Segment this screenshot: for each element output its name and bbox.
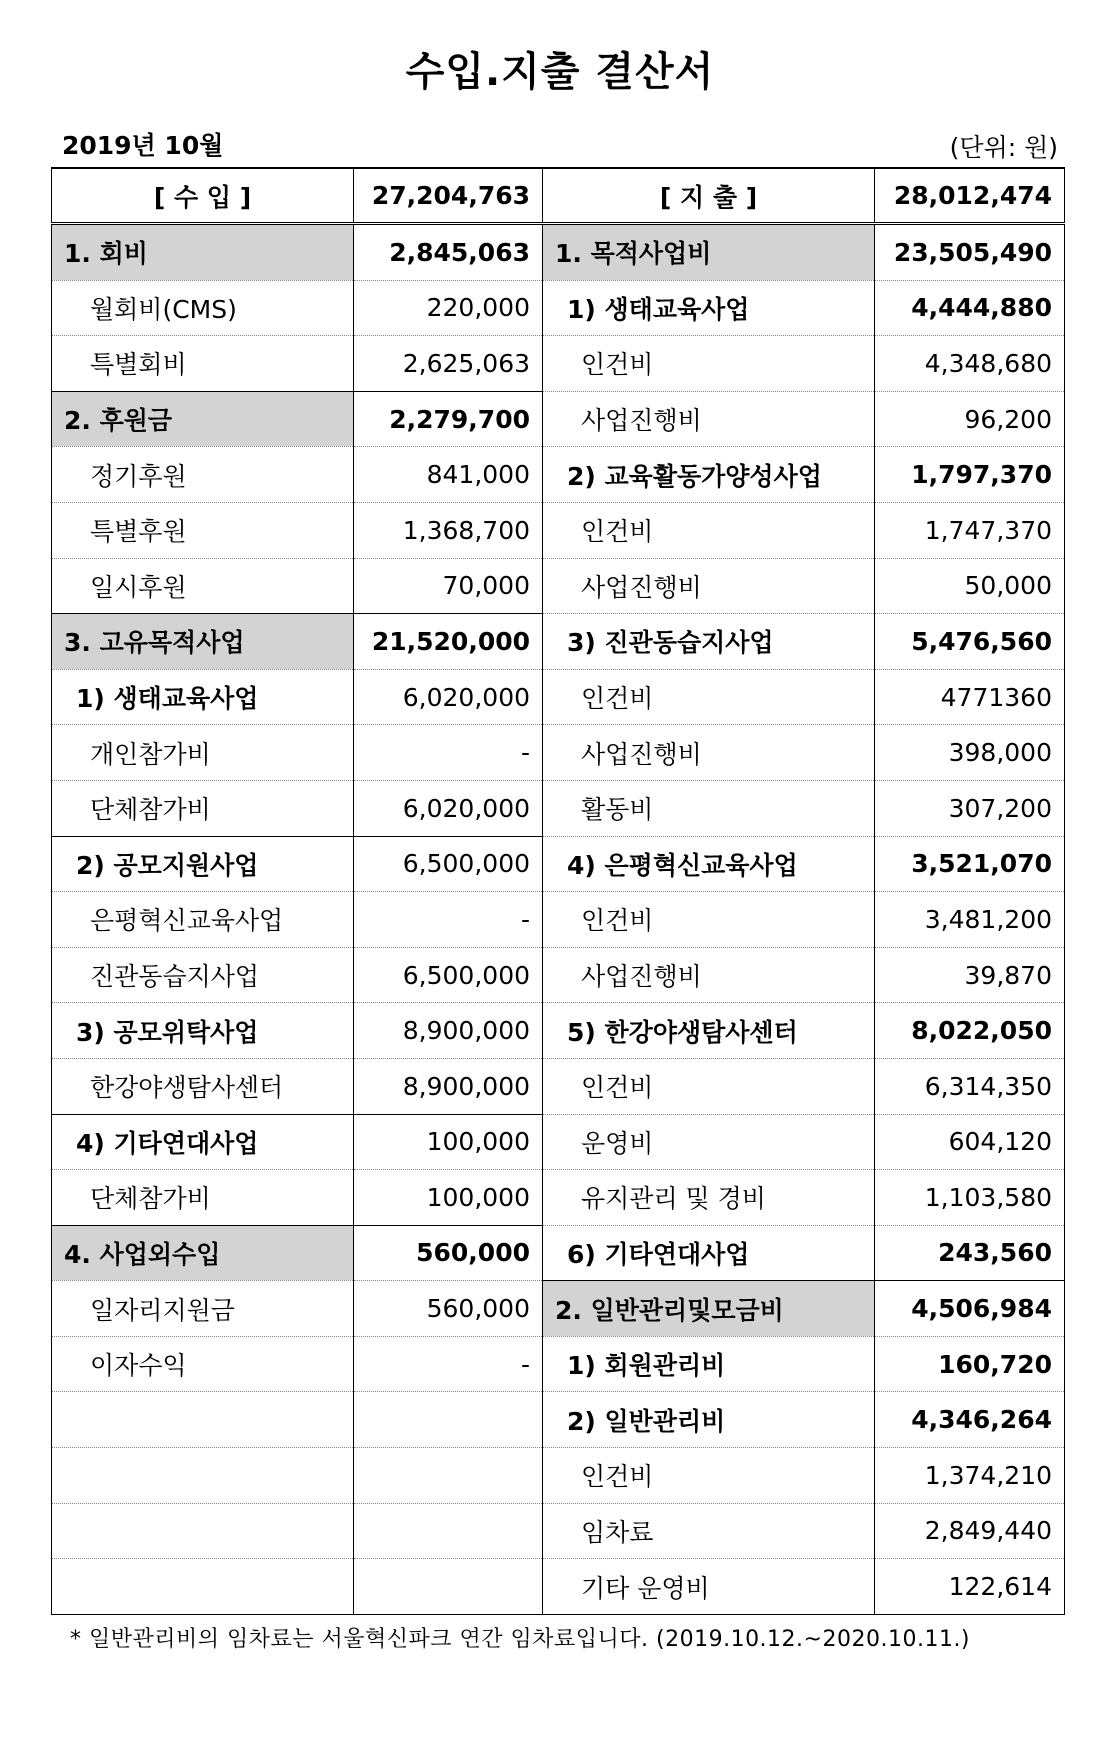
expense-item-amount: 1,374,210: [875, 1448, 1065, 1504]
income-item-amount: 21,520,000: [354, 614, 543, 670]
income-item-label: 진관동습지사업: [52, 947, 354, 1003]
expense-item-amount: 1,747,370: [875, 502, 1065, 558]
expense-total: 28,012,474: [875, 168, 1065, 224]
income-item-amount: 8,900,000: [354, 1003, 543, 1059]
income-item-amount: 2,845,063: [354, 224, 543, 281]
table-row: [52, 614, 1065, 670]
expense-item-label: 인건비: [543, 1058, 875, 1114]
expense-item-label: 인건비: [543, 336, 875, 392]
income-item-label: 1) 생태교육사업: [52, 669, 354, 725]
table-header-row: [52, 168, 1065, 224]
income-item-amount: 100,000: [354, 1114, 543, 1170]
expense-item-label: 사업진행비: [543, 558, 875, 614]
income-item-label: 일자리지원금: [52, 1281, 354, 1337]
table-row: [52, 892, 1065, 948]
income-item-amount: 220,000: [354, 280, 543, 336]
expense-item-amount: 4771360: [875, 669, 1065, 725]
income-item-label: 한강야생탐사센터: [52, 1058, 354, 1114]
income-item-label: 3. 고유목적사업: [52, 614, 354, 670]
table-row: [52, 224, 1065, 281]
income-item-label: 2) 공모지원사업: [52, 836, 354, 892]
table-row: [52, 1392, 1065, 1448]
expense-item-amount: 4,346,264: [875, 1392, 1065, 1448]
table-row: [52, 1448, 1065, 1504]
income-item-label: 2. 후원금: [52, 391, 354, 447]
expense-item-amount: 4,348,680: [875, 336, 1065, 392]
expense-item-label: 인건비: [543, 669, 875, 725]
table-row: [52, 1003, 1065, 1059]
expense-item-label: 4) 은평혁신교육사업: [543, 836, 875, 892]
expense-item-amount: 4,444,880: [875, 280, 1065, 336]
expense-item-amount: 6,314,350: [875, 1058, 1065, 1114]
income-item-amount: 6,020,000: [354, 669, 543, 725]
income-item-amount: -: [354, 892, 543, 948]
table-row: [52, 780, 1065, 836]
table-row: [52, 947, 1065, 1003]
income-item-amount: 560,000: [354, 1225, 543, 1281]
table-row: [52, 336, 1065, 392]
expense-item-label: 인건비: [543, 502, 875, 558]
expense-item-label: 인건비: [543, 892, 875, 948]
income-item-label: 특별후원: [52, 502, 354, 558]
expense-item-label: 2) 일반관리비: [543, 1392, 875, 1448]
income-item-label: 특별회비: [52, 336, 354, 392]
expense-item-amount: 4,506,984: [875, 1281, 1065, 1337]
table-row: [52, 1225, 1065, 1281]
expense-item-amount: 39,870: [875, 947, 1065, 1003]
expense-item-label: 인건비: [543, 1448, 875, 1504]
income-item-label: [52, 1503, 354, 1559]
settlement-table: [51, 167, 1065, 1615]
income-item-label: 일시후원: [52, 558, 354, 614]
income-item-amount: 2,279,700: [354, 391, 543, 447]
expense-item-label: 1) 회원관리비: [543, 1336, 875, 1392]
expense-item-label: 사업진행비: [543, 947, 875, 1003]
table-row: [52, 1281, 1065, 1337]
expense-item-amount: 3,521,070: [875, 836, 1065, 892]
income-item-amount: 1,368,700: [354, 502, 543, 558]
income-item-amount: 70,000: [354, 558, 543, 614]
expense-item-amount: 8,022,050: [875, 1003, 1065, 1059]
expense-item-amount: 3,481,200: [875, 892, 1065, 948]
page-title: 수입.지출 결산서: [405, 49, 715, 95]
unit-label: (단위: 원): [949, 133, 1058, 162]
expense-item-label: 1) 생태교육사업: [543, 280, 875, 336]
expense-item-label: 운영비: [543, 1114, 875, 1170]
table-row: [52, 391, 1065, 447]
income-item-label: 4. 사업외수입: [52, 1225, 354, 1281]
expense-item-amount: 160,720: [875, 1336, 1065, 1392]
income-item-amount: -: [354, 1336, 543, 1392]
table-row: [52, 1503, 1065, 1559]
report-period: 2019년 10월: [62, 131, 224, 160]
income-item-amount: 560,000: [354, 1281, 543, 1337]
income-item-label: [52, 1448, 354, 1504]
table-row: [52, 502, 1065, 558]
table-row: [52, 1114, 1065, 1170]
expense-item-amount: 2,849,440: [875, 1503, 1065, 1559]
income-item-label: 은평혁신교육사업: [52, 892, 354, 948]
expense-item-label: 3) 진관동습지사업: [543, 614, 875, 670]
expense-item-amount: 50,000: [875, 558, 1065, 614]
income-item-amount: 8,900,000: [354, 1058, 543, 1114]
income-item-label: 월회비(CMS): [52, 280, 354, 336]
income-header: [ 수 입 ]: [52, 168, 354, 224]
expense-item-label: 사업진행비: [543, 725, 875, 781]
income-item-label: 단체참가비: [52, 1170, 354, 1226]
income-item-label: 3) 공모위탁사업: [52, 1003, 354, 1059]
table-row: [52, 1336, 1065, 1392]
expense-item-label: 6) 기타연대사업: [543, 1225, 875, 1281]
expense-item-label: 2. 일반관리및모금비: [543, 1281, 875, 1337]
table-row: [52, 1058, 1065, 1114]
expense-item-label: 2) 교육활동가양성사업: [543, 447, 875, 503]
expense-item-label: 사업진행비: [543, 391, 875, 447]
expense-header: [ 지 출 ]: [543, 168, 875, 224]
income-item-amount: -: [354, 725, 543, 781]
table-row: [52, 725, 1065, 781]
expense-item-amount: 23,505,490: [875, 224, 1065, 281]
expense-item-amount: 5,476,560: [875, 614, 1065, 670]
expense-item-amount: 96,200: [875, 391, 1065, 447]
income-item-label: [52, 1559, 354, 1615]
income-total: 27,204,763: [354, 168, 543, 224]
income-item-label: 1. 회비: [52, 224, 354, 281]
income-item-label: 이자수익: [52, 1336, 354, 1392]
footnote: * 일반관리비의 임차료는 서울혁신파크 연간 임차료입니다. (2019.10.12.~2020.10.11.): [70, 1627, 971, 1652]
income-item-amount: 100,000: [354, 1170, 543, 1226]
income-item-label: [52, 1392, 354, 1448]
expense-item-amount: 604,120: [875, 1114, 1065, 1170]
income-item-amount: 6,020,000: [354, 780, 543, 836]
expense-item-label: 활동비: [543, 780, 875, 836]
income-item-amount: 841,000: [354, 447, 543, 503]
expense-item-label: 유지관리 및 경비: [543, 1170, 875, 1226]
table-row: [52, 558, 1065, 614]
expense-item-label: 1. 목적사업비: [543, 224, 875, 281]
table-row: [52, 669, 1065, 725]
expense-item-label: 5) 한강야생탐사센터: [543, 1003, 875, 1059]
income-item-amount: 6,500,000: [354, 947, 543, 1003]
income-item-amount: [354, 1392, 543, 1448]
expense-item-label: 임차료: [543, 1503, 875, 1559]
table-row: [52, 836, 1065, 892]
expense-item-amount: 398,000: [875, 725, 1065, 781]
expense-item-amount: 1,797,370: [875, 447, 1065, 503]
expense-item-amount: 307,200: [875, 780, 1065, 836]
table-row: [52, 447, 1065, 503]
table-row: [52, 280, 1065, 336]
income-item-amount: [354, 1503, 543, 1559]
income-item-label: 개인참가비: [52, 725, 354, 781]
income-item-label: 4) 기타연대사업: [52, 1114, 354, 1170]
income-item-amount: [354, 1559, 543, 1615]
income-item-label: 정기후원: [52, 447, 354, 503]
expense-item-label: 기타 운영비: [543, 1559, 875, 1615]
expense-item-amount: 122,614: [875, 1559, 1065, 1615]
income-item-amount: 6,500,000: [354, 836, 543, 892]
expense-item-amount: 243,560: [875, 1225, 1065, 1281]
table-row: [52, 1559, 1065, 1615]
income-item-amount: [354, 1448, 543, 1504]
income-item-amount: 2,625,063: [354, 336, 543, 392]
table-row: [52, 1170, 1065, 1226]
income-item-label: 단체참가비: [52, 780, 354, 836]
expense-item-amount: 1,103,580: [875, 1170, 1065, 1226]
